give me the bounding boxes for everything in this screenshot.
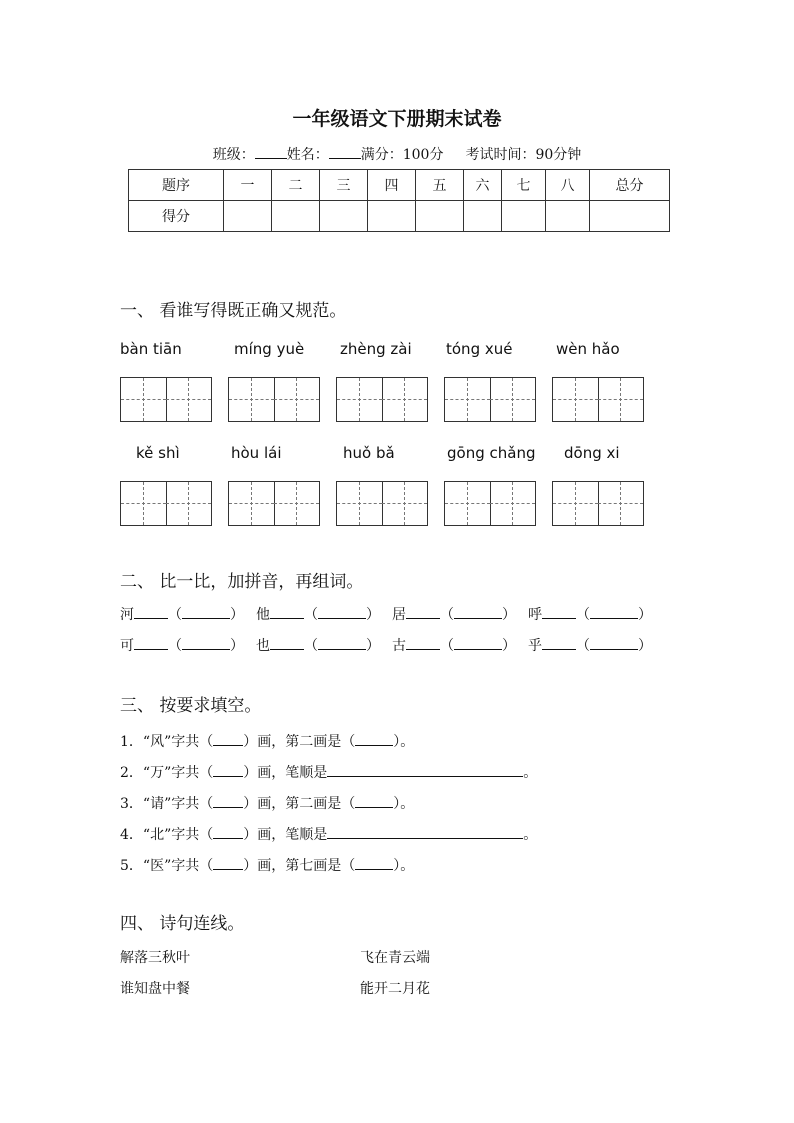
writing-grid[interactable] [552, 377, 644, 422]
table-header-cell: 五 [416, 170, 464, 201]
compare-char: 可 [120, 638, 134, 654]
writing-grid[interactable] [552, 481, 644, 526]
word-blank[interactable] [182, 637, 230, 650]
pinyin-label: bàn tiān [120, 340, 182, 358]
pinyin-label: wèn hǎo [556, 340, 620, 358]
poem-line-left[interactable]: 解落三秋叶 [120, 950, 190, 966]
word-blank[interactable] [318, 606, 366, 619]
stroke-count-blank[interactable] [213, 795, 243, 808]
pinyin-blank[interactable] [134, 637, 168, 650]
compare-item: 他 （ ） [256, 607, 380, 623]
score-cell[interactable] [224, 201, 272, 232]
pinyin-label: tóng xué [446, 340, 513, 358]
compare-char: 河 [120, 607, 134, 623]
compare-item: 乎 （ ） [528, 638, 652, 654]
pinyin-blank[interactable] [406, 637, 440, 650]
poem-line-left[interactable]: 谁知盘中餐 [120, 981, 190, 997]
writing-grid[interactable] [444, 377, 536, 422]
table-header-cell: 四 [368, 170, 416, 201]
table-header-cell: 二 [272, 170, 320, 201]
writing-grid[interactable] [228, 377, 320, 422]
pinyin-blank[interactable] [134, 606, 168, 619]
word-blank[interactable] [318, 637, 366, 650]
pinyin-blank[interactable] [542, 637, 576, 650]
stroke-count-blank[interactable] [213, 764, 243, 777]
stroke-order-blank[interactable] [327, 764, 523, 777]
table-header-cell: 六 [464, 170, 502, 201]
fill-question: 3．“请”字共（ ）画，第二画是（ ）。 [120, 796, 415, 812]
table-header-cell: 题序 [129, 170, 224, 201]
score-label: 满分：100分 [360, 147, 444, 163]
stroke-count-blank[interactable] [213, 857, 243, 870]
score-row-label: 得分 [129, 201, 224, 232]
compare-char: 也 [256, 638, 270, 654]
page-title: 一年级语文下册期末试卷 [292, 108, 502, 130]
score-cell[interactable] [590, 201, 670, 232]
score-table-score-row [129, 201, 670, 232]
compare-item: 居 （ ） [392, 607, 516, 623]
pinyin-blank[interactable] [406, 606, 440, 619]
compare-item: 河 （ ） [120, 607, 244, 623]
compare-item: 古 （ ） [392, 638, 516, 654]
compare-item: 呼 （ ） [528, 607, 652, 623]
stroke-count-blank[interactable] [213, 826, 243, 839]
time-label: 考试时间：90分钟 [465, 147, 582, 163]
pinyin-label: kě shì [136, 444, 180, 462]
compare-char: 古 [392, 638, 406, 654]
stroke-count-blank[interactable] [213, 733, 243, 746]
poem-line-right[interactable]: 能开二月花 [360, 981, 430, 997]
score-cell[interactable] [464, 201, 502, 232]
word-blank[interactable] [454, 637, 502, 650]
table-header-cell: 七 [502, 170, 546, 201]
fill-question: 4．“北”字共（ ）画，笔顺是 。 [120, 827, 538, 843]
pinyin-blank[interactable] [542, 606, 576, 619]
word-blank[interactable] [454, 606, 502, 619]
compare-char: 呼 [528, 607, 542, 623]
answer-blank[interactable] [355, 795, 393, 808]
class-label: 班级： [212, 147, 255, 163]
pinyin-label: zhèng zài [340, 340, 412, 358]
table-header-cell: 总分 [590, 170, 670, 201]
compare-char: 乎 [528, 638, 542, 654]
score-cell[interactable] [546, 201, 590, 232]
pinyin-label: dōng xi [564, 444, 620, 462]
class-blank[interactable] [255, 146, 287, 159]
section4-heading: 四、 诗句连线。 [120, 914, 245, 934]
fill-question: 2．“万”字共（ ）画，笔顺是 。 [120, 765, 538, 781]
compare-item: 可 （ ） [120, 638, 244, 654]
pinyin-blank[interactable] [270, 637, 304, 650]
exam-info [0, 144, 794, 164]
table-header-cell: 一 [224, 170, 272, 201]
pinyin-blank[interactable] [270, 606, 304, 619]
table-header-cell: 八 [546, 170, 590, 201]
score-table-header-row [129, 170, 670, 201]
score-table [128, 169, 670, 232]
compare-char: 他 [256, 607, 270, 623]
score-cell[interactable] [272, 201, 320, 232]
pinyin-label: hòu lái [231, 444, 282, 462]
compare-char: 居 [392, 607, 406, 623]
pinyin-label: míng yuè [234, 340, 305, 358]
score-cell[interactable] [502, 201, 546, 232]
writing-grid[interactable] [444, 481, 536, 526]
poem-line-right[interactable]: 飞在青云端 [360, 950, 430, 966]
table-header-cell: 三 [320, 170, 368, 201]
pinyin-label: gōng chǎng [447, 444, 536, 462]
stroke-order-blank[interactable] [327, 826, 523, 839]
name-blank[interactable] [329, 146, 361, 159]
section3-heading: 三、 按要求填空。 [120, 696, 262, 716]
score-cell[interactable] [368, 201, 416, 232]
fill-question: 5．“医”字共（ ）画，第七画是（ ）。 [120, 858, 415, 874]
writing-grid[interactable] [120, 377, 212, 422]
pinyin-label: huǒ bǎ [343, 444, 395, 462]
writing-grid[interactable] [228, 481, 320, 526]
writing-grid[interactable] [336, 377, 428, 422]
section2-heading: 二、 比一比，加拼音，再组词。 [120, 572, 364, 592]
score-cell[interactable] [416, 201, 464, 232]
score-cell[interactable] [320, 201, 368, 232]
fill-question: 1．“风”字共（ ）画，第二画是（ ）。 [120, 734, 415, 750]
word-blank[interactable] [590, 606, 638, 619]
compare-item: 也 （ ） [256, 638, 380, 654]
section1-heading: 一、 看谁写得既正确又规范。 [120, 301, 347, 321]
word-blank[interactable] [590, 637, 638, 650]
answer-blank[interactable] [355, 733, 393, 746]
word-blank[interactable] [182, 606, 230, 619]
writing-grid[interactable] [120, 481, 212, 526]
answer-blank[interactable] [355, 857, 393, 870]
writing-grid[interactable] [336, 481, 428, 526]
name-label: 姓名： [286, 147, 329, 163]
